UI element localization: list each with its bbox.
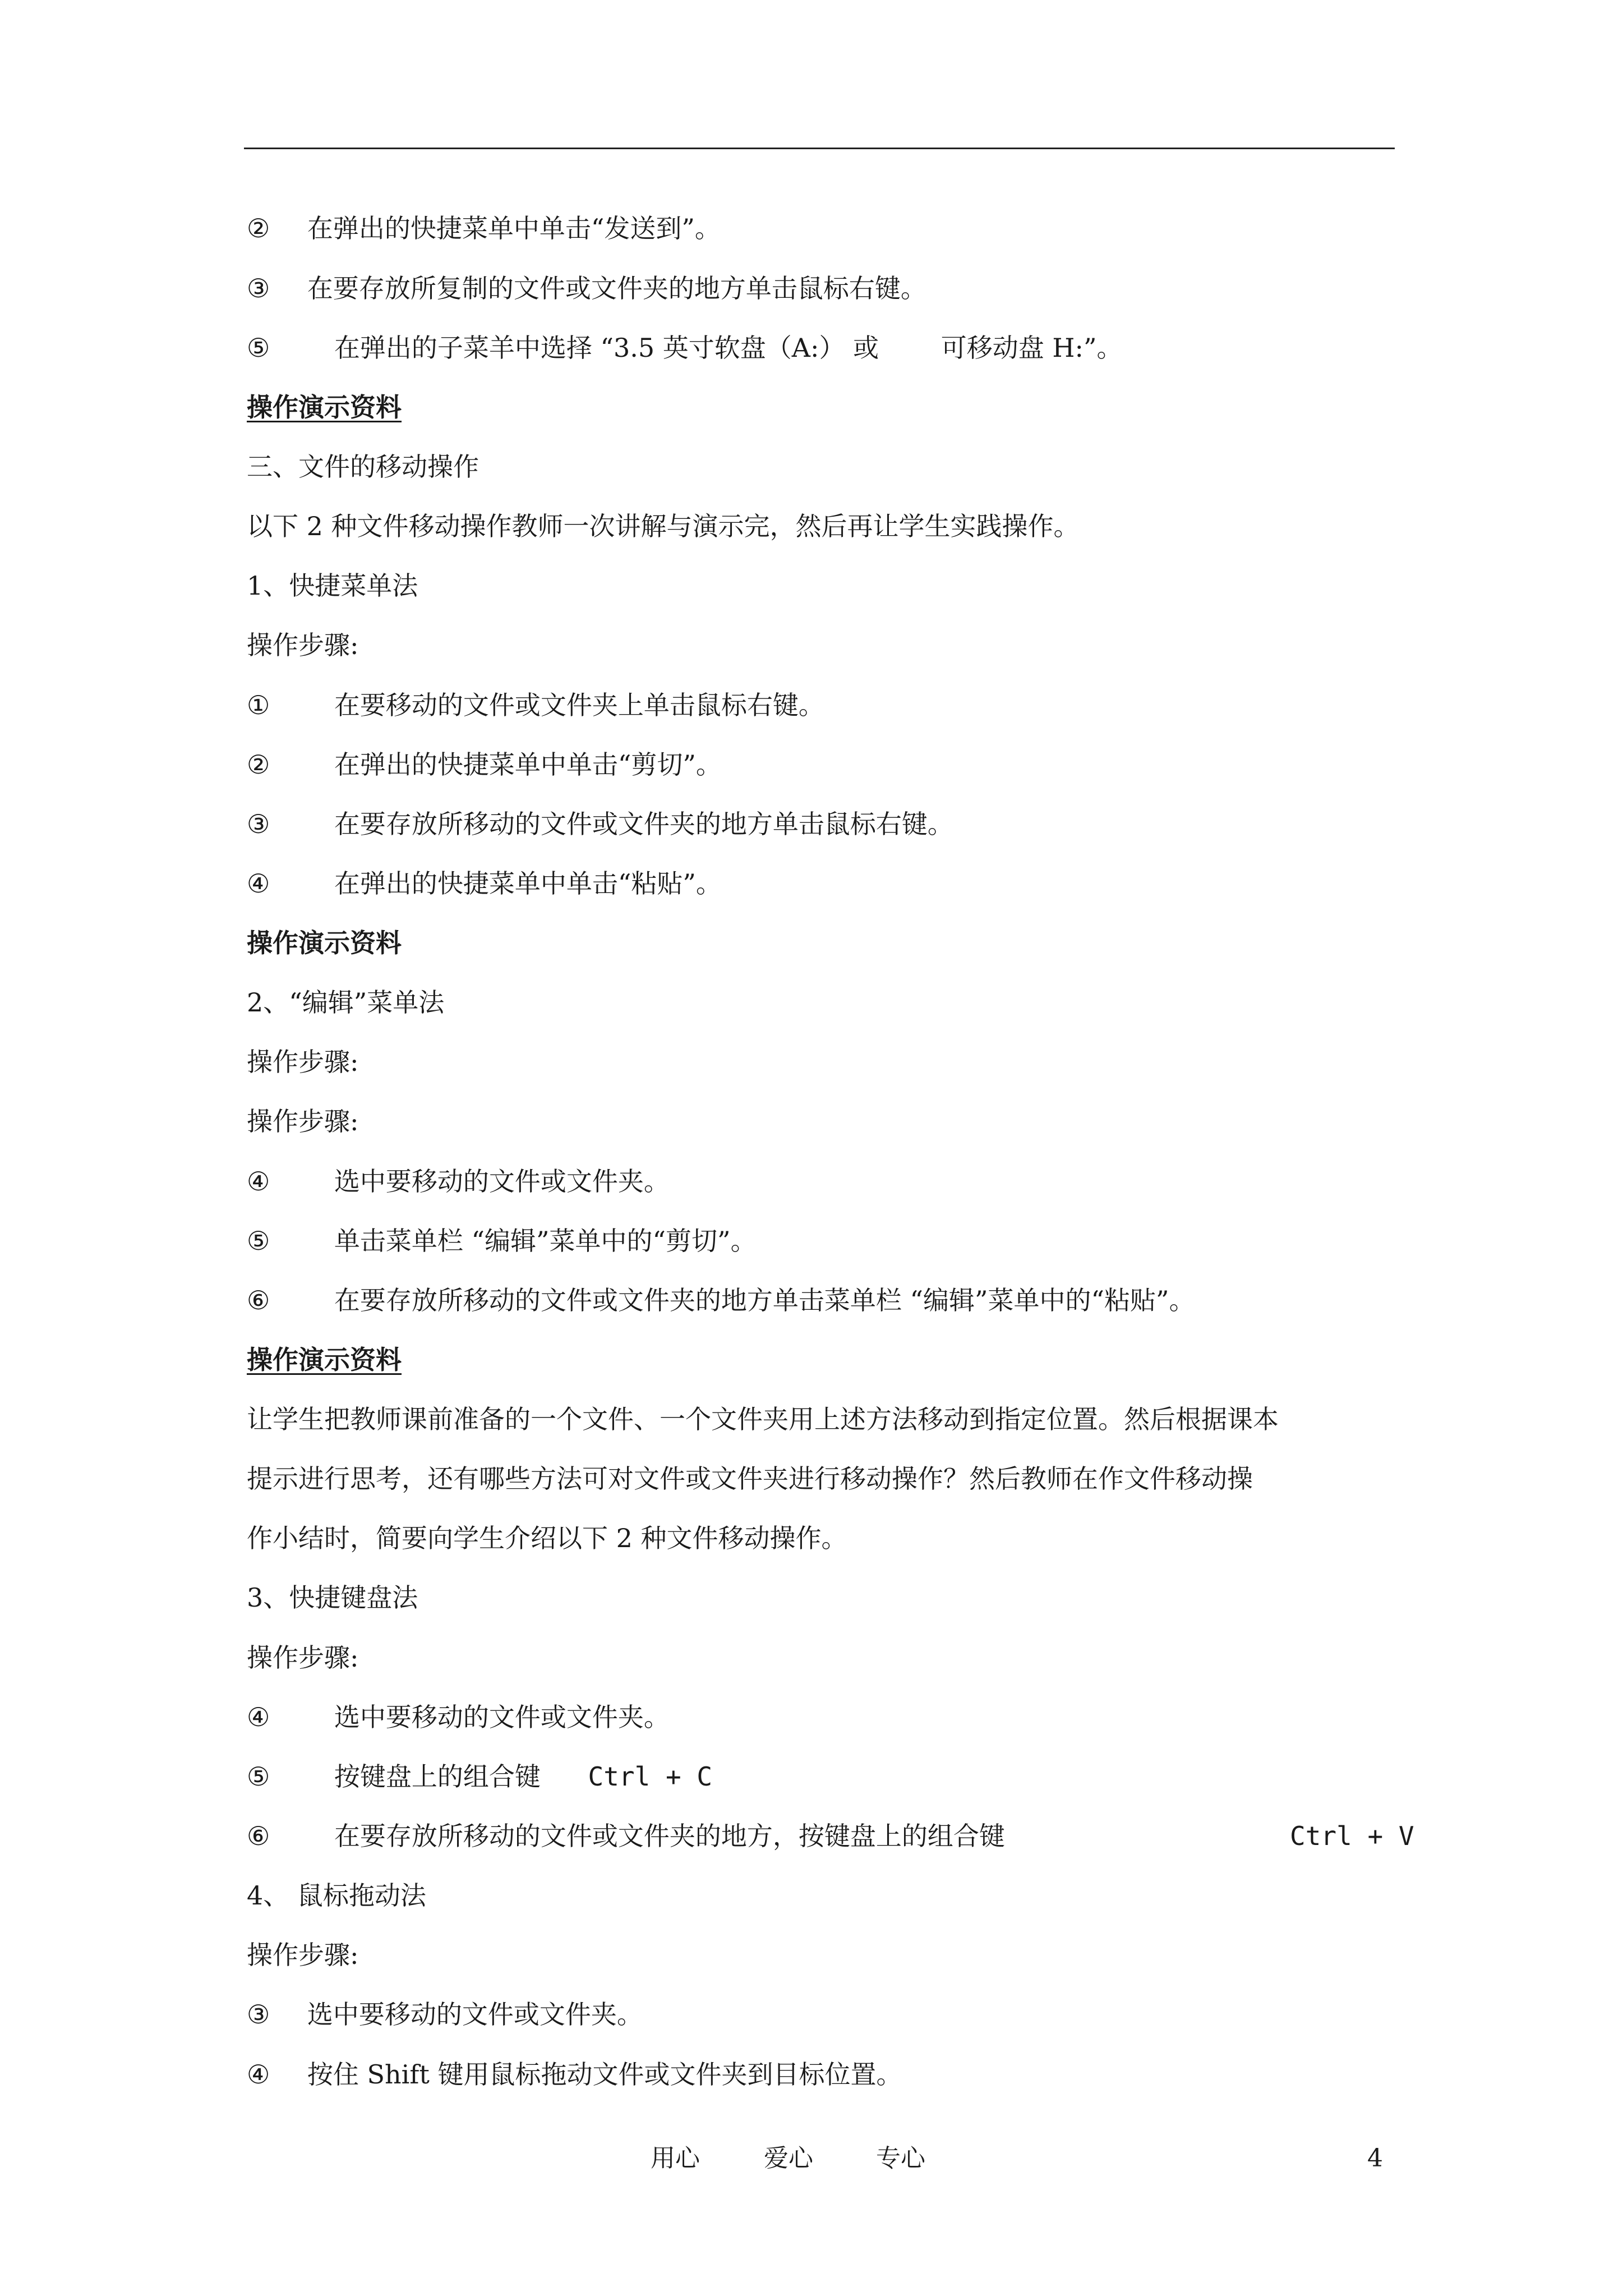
step-text: 按键盘上的组合键 xyxy=(334,1761,541,1792)
step-number: ④ xyxy=(247,1166,270,1197)
step-number: ③ xyxy=(247,273,270,303)
list-item xyxy=(247,331,1123,365)
steps-label: 操作步骤: xyxy=(247,1047,359,1077)
step-number: ③ xyxy=(247,1999,270,2030)
step-number: ② xyxy=(247,749,270,780)
list-item xyxy=(247,748,722,781)
step-text: 按住 Shift 键用鼠标拖动文件或文件夹到目标位置。 xyxy=(307,2059,902,2090)
step-number: ③ xyxy=(247,809,270,839)
list-item xyxy=(247,1819,1005,1853)
header-rule xyxy=(244,148,1395,149)
footer-word: 爱心 xyxy=(764,2144,813,2173)
step-number: ② xyxy=(247,213,270,243)
list-item xyxy=(247,807,953,841)
method-title: 2、“编辑”菜单法 xyxy=(247,987,445,1018)
steps-label: 操作步骤: xyxy=(247,1940,359,1970)
step-number: ⑤ xyxy=(247,333,270,363)
footer-word: 专心 xyxy=(876,2144,925,2173)
step-number: ⑤ xyxy=(247,1226,270,1256)
list-item xyxy=(247,1224,757,1258)
section-intro: 以下 2 种文件移动操作教师一次讲解与演示完，然后再让学生实践操作。 xyxy=(247,511,1080,541)
step-number: ① xyxy=(247,690,270,720)
list-item xyxy=(247,867,722,900)
step-text: 在弹出的快捷菜单中单击“发送到”。 xyxy=(307,213,721,243)
list-item xyxy=(247,2058,902,2091)
step-text: 在弹出的快捷菜单中单击“粘贴”。 xyxy=(334,868,722,899)
step-text: 在弹出的快捷菜单中单击“剪切”。 xyxy=(334,749,722,780)
paragraph-line: 作小结时，简要向学生介绍以下 2 种文件移动操作。 xyxy=(247,1523,847,1553)
step-text-continued: 可移动盘 H:”。 xyxy=(940,333,1123,363)
list-item xyxy=(247,1283,1195,1317)
shortcut-key: Ctrl + C xyxy=(588,1761,713,1792)
method-title: 1、快捷菜单法 xyxy=(247,570,418,601)
step-text: 在弹出的子菜羊中选择 “3.5 英寸软盘（A:） 或 xyxy=(334,333,879,363)
step-text: 在要存放所移动的文件或文件夹的地方单击菜单栏 “编辑”菜单中的“粘贴”。 xyxy=(334,1285,1195,1315)
step-text: 选中要移动的文件或文件夹。 xyxy=(334,1166,670,1197)
step-text: 在要存放所复制的文件或文件夹的地方单击鼠标右键。 xyxy=(307,273,926,303)
demo-label: 操作演示资料 xyxy=(247,1345,402,1375)
shortcut-key: Ctrl + V xyxy=(1290,1821,1414,1851)
list-item xyxy=(247,1700,670,1734)
list-item xyxy=(247,272,926,305)
step-text: 选中要移动的文件或文件夹。 xyxy=(307,1999,643,2030)
method-title: 3、快捷键盘法 xyxy=(247,1582,418,1613)
step-number: ④ xyxy=(247,868,270,899)
step-number: ⑤ xyxy=(247,1761,270,1792)
step-number: ④ xyxy=(247,2059,270,2090)
steps-label: 操作步骤: xyxy=(247,1106,359,1137)
page-number: 4 xyxy=(1367,2144,1383,2173)
paragraph-line: 让学生把教师课前准备的一个文件、一个文件夹用上述方法移动到指定位置。然后根据课本 xyxy=(247,1404,1279,1434)
steps-label: 操作步骤: xyxy=(247,630,359,660)
list-item xyxy=(247,211,721,245)
step-text: 在要存放所移动的文件或文件夹的地方，按键盘上的组合键 xyxy=(334,1821,1005,1851)
step-number: ⑥ xyxy=(247,1285,270,1315)
demo-label: 操作演示资料 xyxy=(247,928,402,958)
step-text: 选中要移动的文件或文件夹。 xyxy=(334,1702,670,1732)
paragraph-line: 提示进行思考，还有哪些方法可对文件或文件夹进行移动操作？然后教师在作文件移动操 xyxy=(247,1464,1253,1494)
method-title: 4、 鼠标拖动法 xyxy=(247,1880,426,1911)
step-text: 单击菜单栏 “编辑”菜单中的“剪切”。 xyxy=(334,1226,757,1256)
list-item xyxy=(247,1998,643,2031)
demo-label: 操作演示资料 xyxy=(247,392,402,422)
list-item xyxy=(247,1760,712,1793)
list-item xyxy=(247,688,824,722)
step-number: ⑥ xyxy=(247,1821,270,1851)
step-text: 在要移动的文件或文件夹上单击鼠标右键。 xyxy=(334,690,824,720)
section-title: 三、文件的移动操作 xyxy=(247,452,479,482)
step-number: ④ xyxy=(247,1702,270,1732)
steps-label: 操作步骤: xyxy=(247,1642,359,1673)
step-text: 在要存放所移动的文件或文件夹的地方单击鼠标右键。 xyxy=(334,809,953,839)
list-item xyxy=(247,1165,670,1198)
footer-word: 用心 xyxy=(651,2144,700,2173)
